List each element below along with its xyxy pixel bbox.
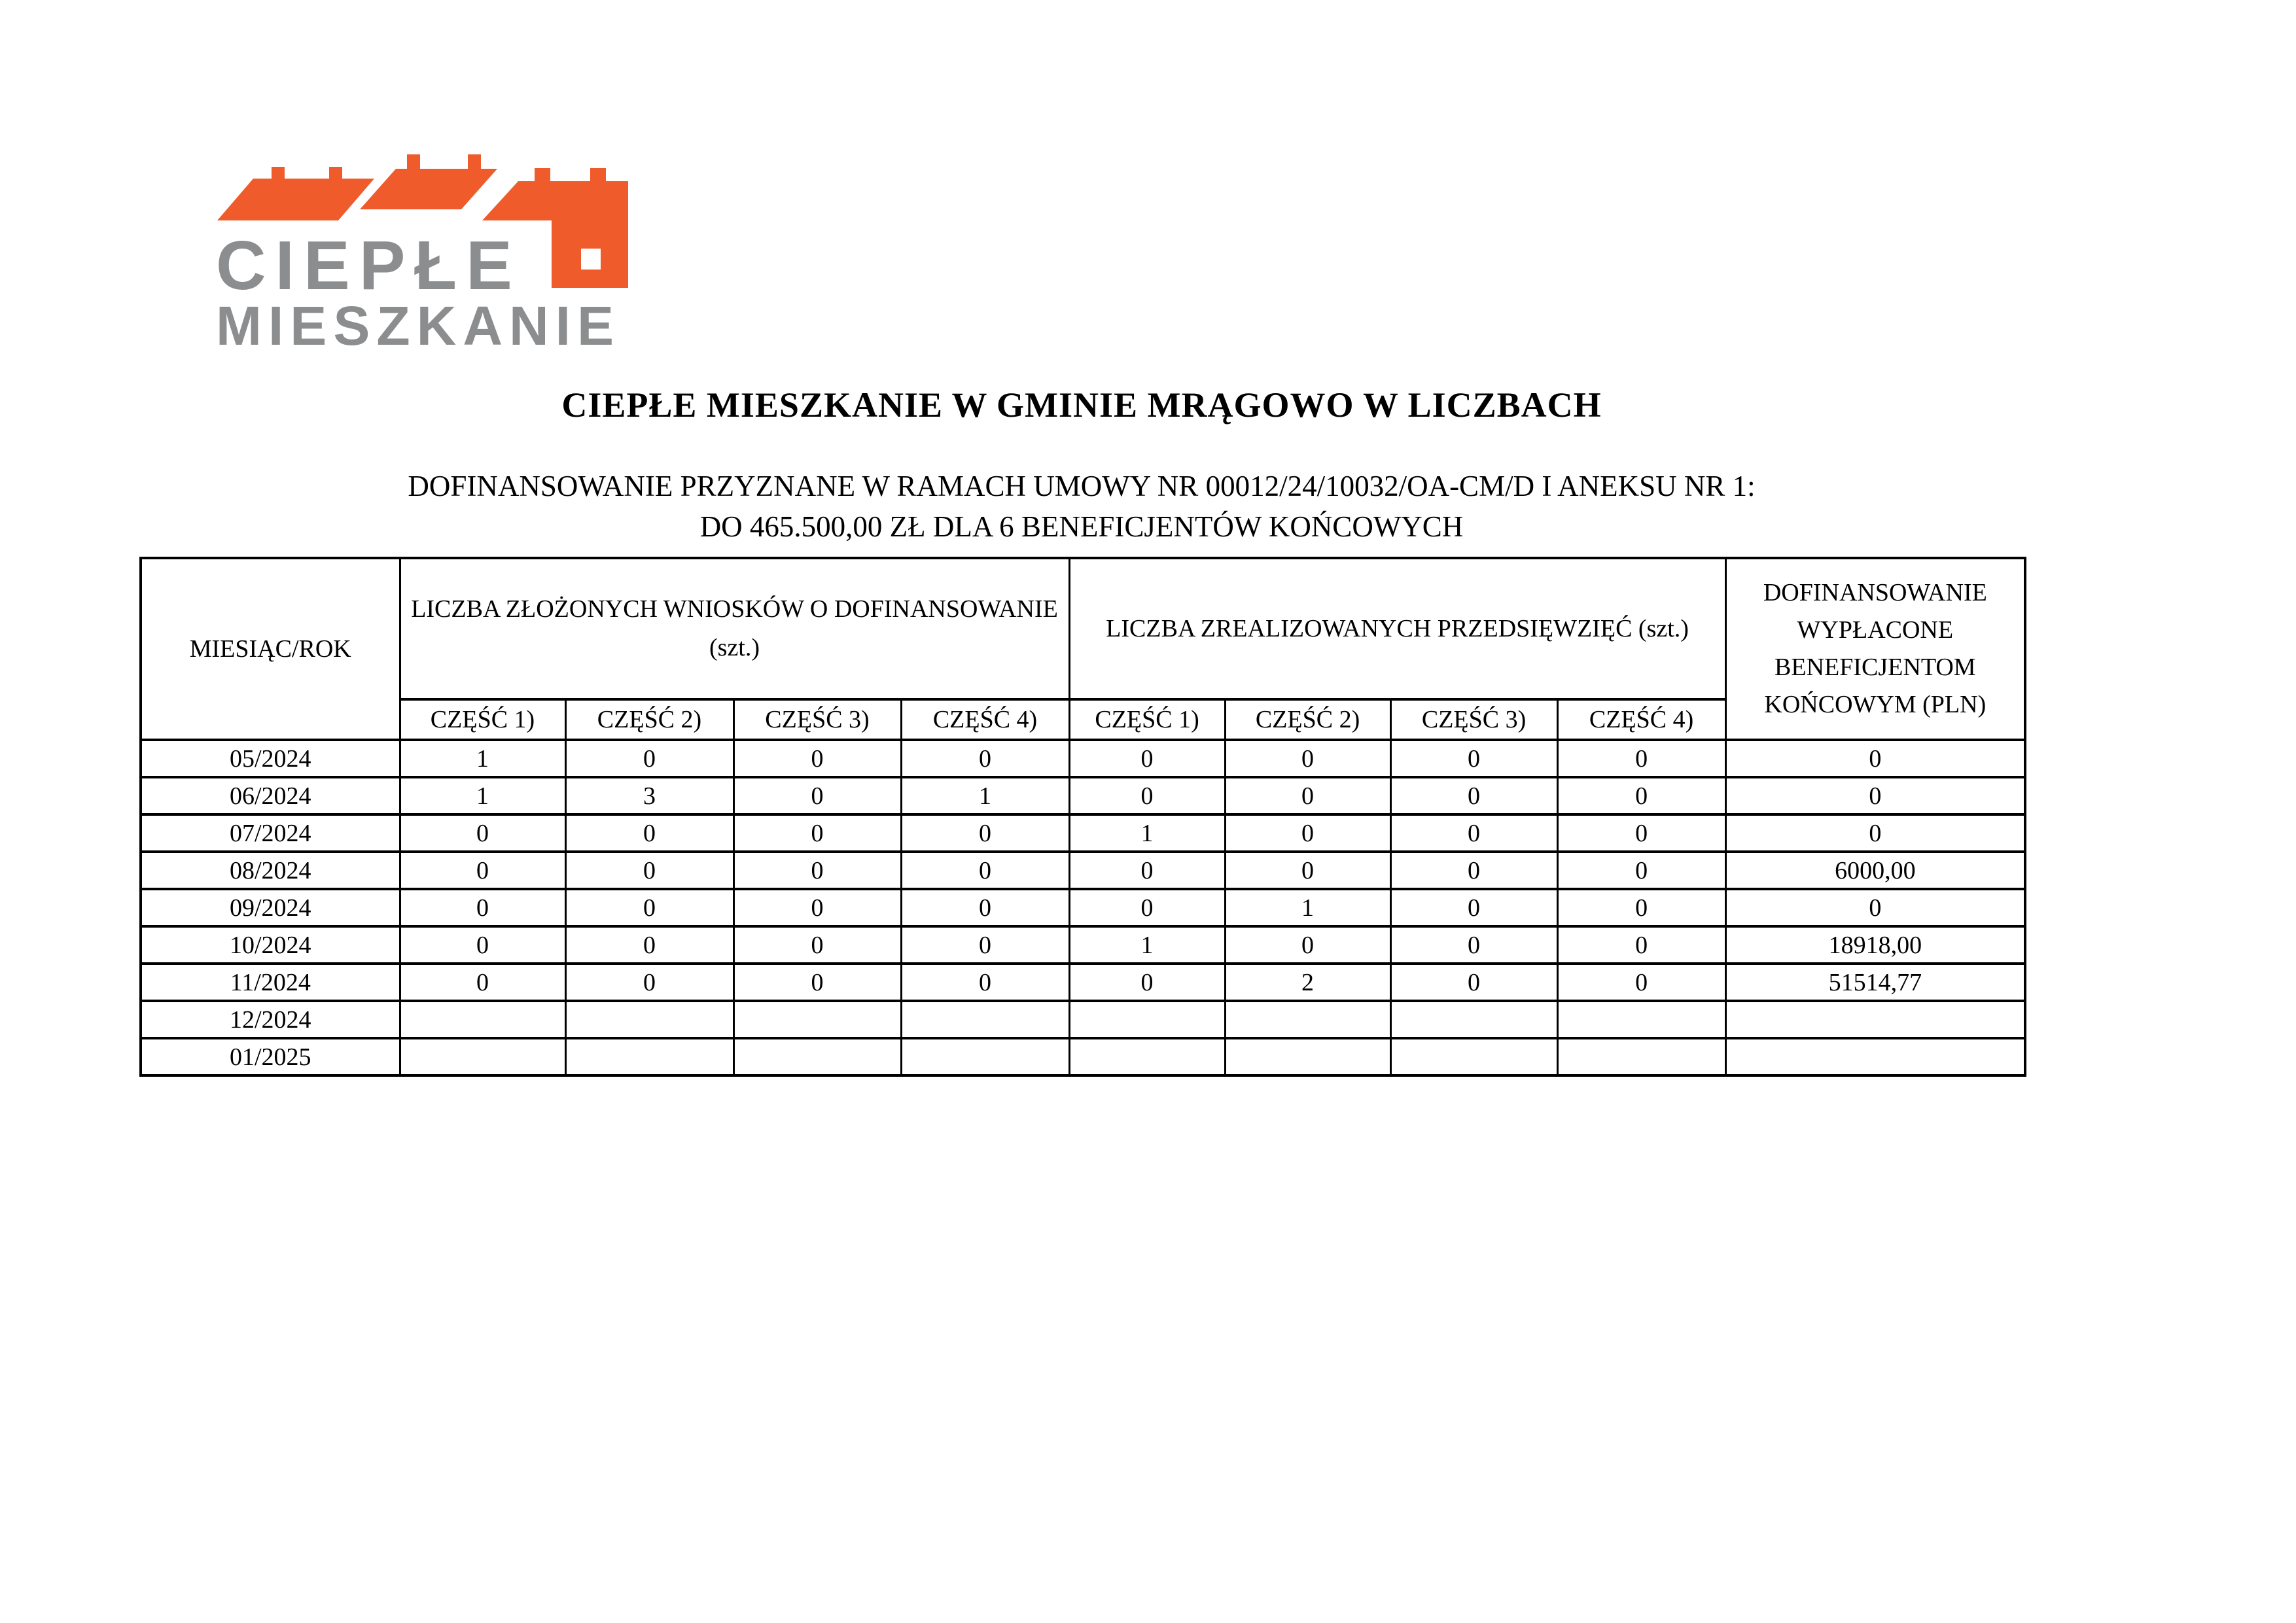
value-cell: 0	[400, 926, 565, 964]
value-cell: 0	[733, 740, 901, 777]
value-cell: 2	[1225, 964, 1390, 1001]
value-cell	[1390, 1038, 1557, 1075]
table-row	[141, 777, 2025, 814]
value-cell: 0	[565, 889, 733, 926]
value-cell: 0	[1069, 889, 1225, 926]
value-cell: 0	[565, 814, 733, 852]
month-cell: 10/2024	[141, 926, 400, 964]
payout-cell: 0	[1725, 740, 2025, 777]
value-cell	[1225, 1038, 1390, 1075]
payout-cell	[1725, 1001, 2025, 1038]
table-header-row	[141, 558, 2025, 699]
value-cell	[901, 1001, 1069, 1038]
value-cell: 0	[1390, 777, 1557, 814]
value-cell	[565, 1038, 733, 1075]
value-cell: 0	[1390, 814, 1557, 852]
value-cell: 0	[565, 740, 733, 777]
value-cell	[565, 1001, 733, 1038]
value-cell: 0	[565, 852, 733, 889]
subtitle-line-2: DO 465.500,00 ZŁ DLA 6 BENEFICJENTÓW KOŃCOWYCH	[699, 510, 1464, 543]
month-cell: 09/2024	[141, 889, 400, 926]
value-cell: 0	[1069, 777, 1225, 814]
payout-cell: 18918,00	[1725, 926, 2025, 964]
value-cell: 0	[733, 926, 901, 964]
value-cell: 0	[901, 926, 1069, 964]
value-cell: 0	[733, 777, 901, 814]
value-cell: 0	[901, 814, 1069, 852]
value-cell: 1	[400, 740, 565, 777]
payout-cell: 0	[1725, 814, 2025, 852]
value-cell: 0	[1557, 777, 1725, 814]
logo-text-mieszkanie: MIESZKANIE	[216, 295, 621, 357]
logo-text-cieple: CIEPŁE	[216, 227, 521, 304]
payout-cell: 6000,00	[1725, 852, 2025, 889]
month-cell: 05/2024	[141, 740, 400, 777]
value-cell: 1	[1069, 814, 1225, 852]
value-cell: 0	[1390, 964, 1557, 1001]
table-row	[141, 964, 2025, 1001]
table-row	[141, 889, 2025, 926]
value-cell: 0	[1390, 852, 1557, 889]
value-cell	[1069, 1001, 1225, 1038]
table-row	[141, 740, 2025, 777]
value-cell: 0	[1069, 740, 1225, 777]
subtitle-line-1: DOFINANSOWANIE PRZYZNANE W RAMACH UMOWY NR 00012/24/10032/OA-CM/D I ANEKSU NR 1:	[408, 470, 1756, 502]
value-cell: 1	[1069, 926, 1225, 964]
subtitle	[139, 466, 2024, 547]
value-cell: 0	[1557, 964, 1725, 1001]
column-group-submitted-applications: LICZBA ZŁOŻONYCH WNIOSKÓW O DOFINANSOWANIE (szt.)	[400, 558, 1069, 699]
value-cell: 0	[1557, 926, 1725, 964]
value-cell: 0	[1557, 740, 1725, 777]
column-header-payout: DOFINANSOWANIE WYPŁACONE BENEFICJENTOM KOŃCOWYM (PLN)	[1725, 558, 2025, 740]
value-cell: 0	[1390, 889, 1557, 926]
payout-cell: 0	[1725, 777, 2025, 814]
statistics-table	[139, 557, 2026, 1077]
value-cell: 0	[1390, 740, 1557, 777]
column-header-submitted-part4: CZĘŚĆ 4)	[901, 699, 1069, 740]
table-row	[141, 814, 2025, 852]
month-cell: 08/2024	[141, 852, 400, 889]
value-cell: 0	[1225, 852, 1390, 889]
payout-cell: 51514,77	[1725, 964, 2025, 1001]
value-cell: 1	[901, 777, 1069, 814]
column-group-completed-projects: LICZBA ZREALIZOWANYCH PRZEDSIĘWZIĘĆ (szt.)	[1069, 558, 1725, 699]
table-row	[141, 852, 2025, 889]
value-cell: 0	[400, 889, 565, 926]
value-cell	[1225, 1001, 1390, 1038]
value-cell	[1557, 1038, 1725, 1075]
column-header-completed-part1: CZĘŚĆ 1)	[1069, 699, 1225, 740]
value-cell: 0	[901, 740, 1069, 777]
table-row	[141, 1001, 2025, 1038]
value-cell	[901, 1038, 1069, 1075]
value-cell: 0	[733, 852, 901, 889]
value-cell: 0	[1557, 852, 1725, 889]
column-header-submitted-part1: CZĘŚĆ 1)	[400, 699, 565, 740]
value-cell: 0	[733, 964, 901, 1001]
value-cell: 0	[1390, 926, 1557, 964]
table-row	[141, 1038, 2025, 1075]
value-cell: 0	[733, 814, 901, 852]
value-cell: 0	[1225, 926, 1390, 964]
month-cell: 12/2024	[141, 1001, 400, 1038]
value-cell: 0	[901, 964, 1069, 1001]
value-cell: 0	[901, 852, 1069, 889]
value-cell	[400, 1038, 565, 1075]
page-title: CIEPŁE MIESZKANIE W GMINIE MRĄGOWO W LICZBACH	[561, 385, 1602, 425]
value-cell	[1557, 1001, 1725, 1038]
value-cell: 0	[400, 964, 565, 1001]
value-cell: 1	[1225, 889, 1390, 926]
column-header-completed-part4: CZĘŚĆ 4)	[1557, 699, 1725, 740]
month-cell: 07/2024	[141, 814, 400, 852]
value-cell: 0	[1225, 740, 1390, 777]
value-cell: 0	[1557, 814, 1725, 852]
value-cell	[733, 1038, 901, 1075]
value-cell: 0	[1069, 852, 1225, 889]
value-cell: 0	[1225, 814, 1390, 852]
value-cell: 3	[565, 777, 733, 814]
value-cell	[733, 1001, 901, 1038]
value-cell: 0	[400, 814, 565, 852]
value-cell: 0	[733, 889, 901, 926]
value-cell: 0	[565, 926, 733, 964]
value-cell: 0	[1557, 889, 1725, 926]
column-header-submitted-part3: CZĘŚĆ 3)	[733, 699, 901, 740]
value-cell	[1069, 1038, 1225, 1075]
column-header-completed-part3: CZĘŚĆ 3)	[1390, 699, 1557, 740]
value-cell	[400, 1001, 565, 1038]
table-row	[141, 926, 2025, 964]
month-cell: 11/2024	[141, 964, 400, 1001]
column-header-completed-part2: CZĘŚĆ 2)	[1225, 699, 1390, 740]
month-cell: 01/2025	[141, 1038, 400, 1075]
payout-cell: 0	[1725, 889, 2025, 926]
payout-cell	[1725, 1038, 2025, 1075]
content-column	[139, 0, 2024, 1623]
column-header-submitted-part2: CZĘŚĆ 2)	[565, 699, 733, 740]
column-header-month: MIESIĄC/ROK	[141, 558, 400, 740]
value-cell: 0	[1225, 777, 1390, 814]
value-cell: 1	[400, 777, 565, 814]
value-cell: 0	[901, 889, 1069, 926]
value-cell	[1390, 1001, 1557, 1038]
value-cell: 0	[400, 852, 565, 889]
month-cell: 06/2024	[141, 777, 400, 814]
value-cell: 0	[1069, 964, 1225, 1001]
value-cell: 0	[565, 964, 733, 1001]
